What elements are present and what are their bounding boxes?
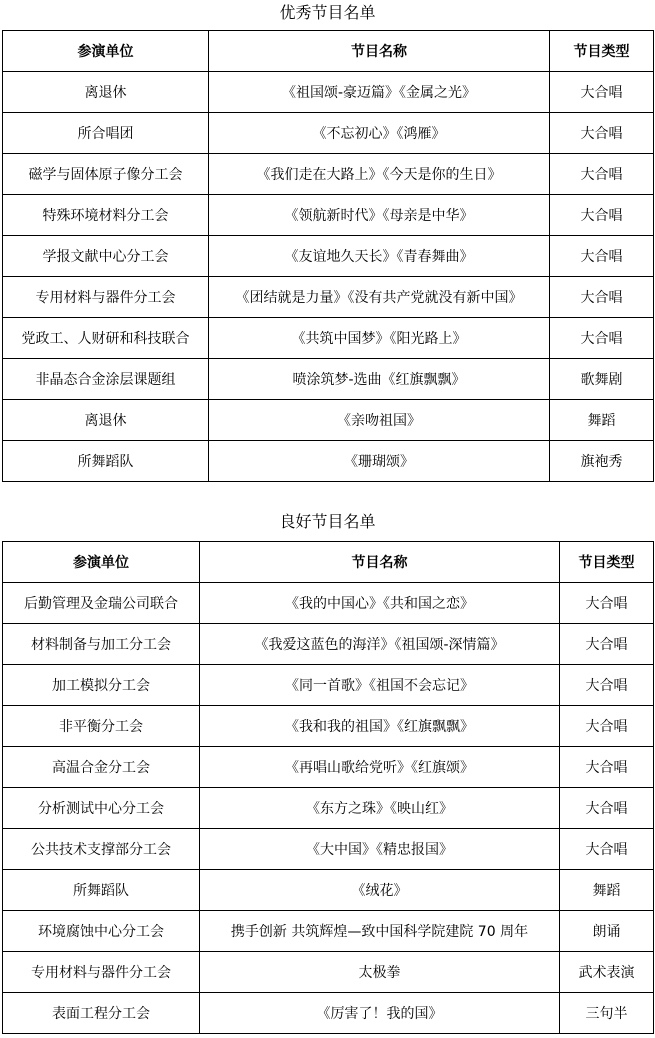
- table-row: [3, 154, 654, 195]
- table-row: [3, 624, 654, 665]
- cell-unit: 离退休: [3, 72, 209, 113]
- cell-unit: 高温合金分工会: [3, 747, 200, 788]
- table-row: [3, 788, 654, 829]
- cell-program: 太极拳: [200, 952, 560, 993]
- cell-program: 《友谊地久天长》《青春舞曲》: [209, 236, 550, 277]
- cell-type: 大合唱: [550, 72, 654, 113]
- header-unit: 参演单位: [3, 31, 209, 72]
- cell-unit: 分析测试中心分工会: [3, 788, 200, 829]
- cell-unit: 所舞蹈队: [3, 870, 200, 911]
- table-row: [3, 993, 654, 1034]
- cell-program: 《共筑中国梦》《阳光路上》: [209, 318, 550, 359]
- cell-program: 《我的中国心》《共和国之恋》: [200, 583, 560, 624]
- table-row: [3, 236, 654, 277]
- cell-unit: 专用材料与器件分工会: [3, 952, 200, 993]
- cell-type: 旗袍秀: [550, 441, 654, 482]
- cell-unit: 材料制备与加工分工会: [3, 624, 200, 665]
- table-row: [3, 952, 654, 993]
- cell-type: 大合唱: [560, 624, 654, 665]
- cell-program: 《珊瑚颂》: [209, 441, 550, 482]
- cell-type: 大合唱: [560, 706, 654, 747]
- cell-program: 喷涂筑梦-选曲《红旗飘飘》: [209, 359, 550, 400]
- table-row: [3, 277, 654, 318]
- cell-type: 三句半: [560, 993, 654, 1034]
- cell-type: 大合唱: [550, 318, 654, 359]
- cell-program: 《我和我的祖国》《红旗飘飘》: [200, 706, 560, 747]
- cell-unit: 表面工程分工会: [3, 993, 200, 1034]
- table-row: [3, 829, 654, 870]
- table-header-row: [3, 31, 654, 72]
- excellent-program-table: [2, 30, 654, 482]
- header-type: 节目类型: [560, 542, 654, 583]
- cell-program: 《再唱山歌给党听》《红旗颂》: [200, 747, 560, 788]
- table-row: [3, 747, 654, 788]
- cell-unit: 专用材料与器件分工会: [3, 277, 209, 318]
- header-program: 节目名称: [209, 31, 550, 72]
- cell-unit: 学报文献中心分工会: [3, 236, 209, 277]
- table-row: [3, 583, 654, 624]
- cell-program: 《亲吻祖国》: [209, 400, 550, 441]
- header-program: 节目名称: [200, 542, 560, 583]
- cell-program: 《同一首歌》《祖国不会忘记》: [200, 665, 560, 706]
- table-row: [3, 441, 654, 482]
- table-header-row: [3, 542, 654, 583]
- cell-type: 大合唱: [550, 195, 654, 236]
- cell-unit: 所舞蹈队: [3, 441, 209, 482]
- cell-type: 大合唱: [560, 747, 654, 788]
- table-row: [3, 706, 654, 747]
- table-row: [3, 72, 654, 113]
- cell-program: 《团结就是力量》《没有共产党就没有新中国》: [209, 277, 550, 318]
- cell-unit: 磁学与固体原子像分工会: [3, 154, 209, 195]
- cell-type: 大合唱: [560, 665, 654, 706]
- table-row: [3, 911, 654, 952]
- cell-unit: 党政工、人财研和科技联合: [3, 318, 209, 359]
- good-program-table: [2, 541, 654, 1034]
- table-row: [3, 665, 654, 706]
- cell-unit: 非平衡分工会: [3, 706, 200, 747]
- cell-program: 《我们走在大路上》《今天是你的生日》: [209, 154, 550, 195]
- cell-type: 舞蹈: [560, 870, 654, 911]
- cell-type: 大合唱: [550, 113, 654, 154]
- cell-type: 舞蹈: [550, 400, 654, 441]
- good-title: 良好节目名单: [279, 512, 376, 531]
- cell-type: 大合唱: [560, 829, 654, 870]
- header-unit: 参演单位: [3, 542, 200, 583]
- table-row: [3, 359, 654, 400]
- cell-program: 《大中国》《精忠报国》: [200, 829, 560, 870]
- cell-unit: 离退休: [3, 400, 209, 441]
- table-row: [3, 318, 654, 359]
- table-row: [3, 400, 654, 441]
- cell-program: 《领航新时代》《母亲是中华》: [209, 195, 550, 236]
- cell-program: 《东方之珠》《映山红》: [200, 788, 560, 829]
- cell-type: 武术表演: [560, 952, 654, 993]
- cell-unit: 特殊环境材料分工会: [3, 195, 209, 236]
- cell-type: 朗诵: [560, 911, 654, 952]
- cell-unit: 非晶态合金涂层课题组: [3, 359, 209, 400]
- cell-program: 《我爱这蓝色的海洋》《祖国颂-深情篇》: [200, 624, 560, 665]
- table-row: [3, 113, 654, 154]
- cell-program: 《厉害了！我的国》: [200, 993, 560, 1034]
- cell-type: 大合唱: [550, 154, 654, 195]
- cell-program: 《祖国颂-豪迈篇》《金属之光》: [209, 72, 550, 113]
- cell-program: 携手创新 共筑辉煌—致中国科学院建院 70 周年: [200, 911, 560, 952]
- cell-program: 《绒花》: [200, 870, 560, 911]
- cell-type: 大合唱: [550, 277, 654, 318]
- header-type: 节目类型: [550, 31, 654, 72]
- excellent-title: 优秀节目名单: [279, 3, 376, 22]
- cell-type: 大合唱: [560, 788, 654, 829]
- cell-unit: 公共技术支撑部分工会: [3, 829, 200, 870]
- cell-unit: 后勤管理及金瑞公司联合: [3, 583, 200, 624]
- cell-unit: 加工模拟分工会: [3, 665, 200, 706]
- cell-unit: 所合唱团: [3, 113, 209, 154]
- cell-type: 大合唱: [560, 583, 654, 624]
- cell-unit: 环境腐蚀中心分工会: [3, 911, 200, 952]
- cell-type: 歌舞剧: [550, 359, 654, 400]
- cell-program: 《不忘初心》《鸿雁》: [209, 113, 550, 154]
- cell-type: 大合唱: [550, 236, 654, 277]
- table-row: [3, 195, 654, 236]
- table-row: [3, 870, 654, 911]
